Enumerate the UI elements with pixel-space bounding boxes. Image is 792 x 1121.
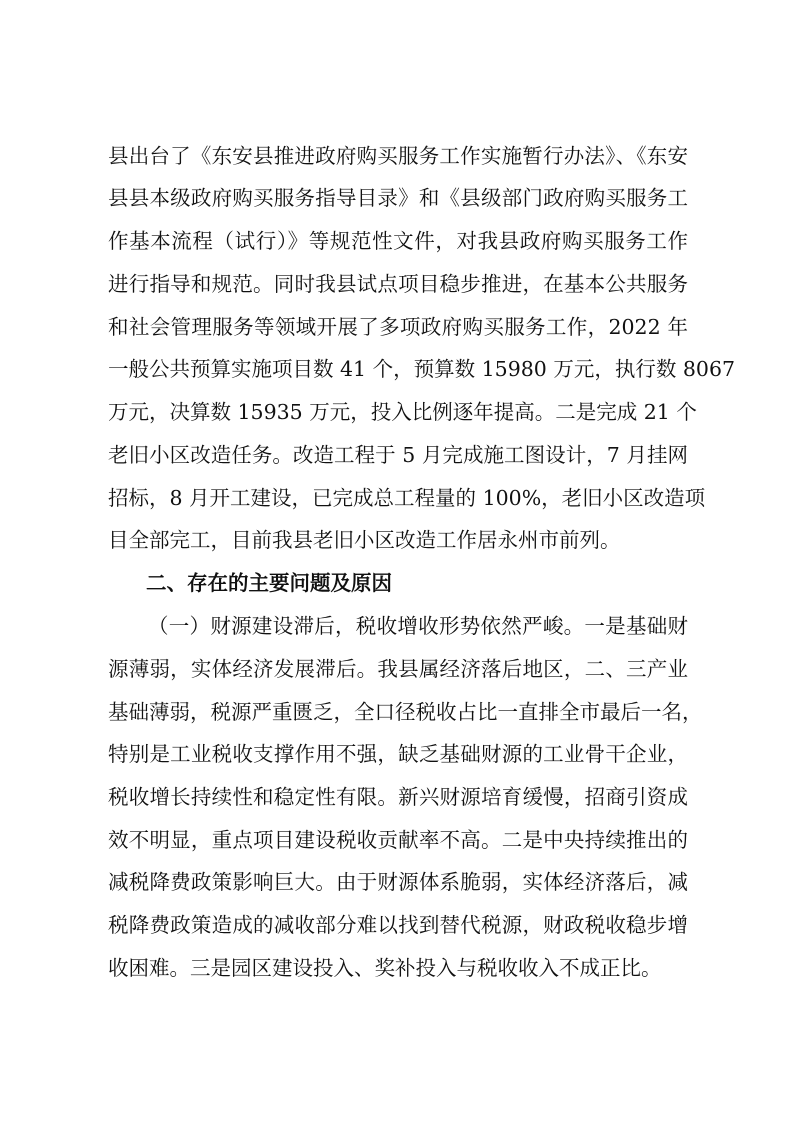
paragraph2-line-2: 源薄弱，实体经济发展滞后。我县属经济落后地区，二、三产业 bbox=[108, 657, 688, 681]
paragraph1-line-9: 招标，8 月开工建设，已完成总工程量的 100%，老旧小区改造项 bbox=[108, 486, 706, 510]
section-heading: 二、存在的主要问题及原因 bbox=[146, 571, 392, 595]
paragraph1-line-2: 县县本级政府购买服务指导目录》和《县级部门政府购买服务工 bbox=[108, 186, 688, 210]
paragraph2-line-9: 收困难。三是园区建设投入、奖补投入与税收收入不成正比。 bbox=[108, 956, 662, 980]
paragraph2-line-1: （一）财源建设滞后，税收增收形势依然严峻。一是基础财 bbox=[148, 614, 688, 638]
paragraph1-line-6: 一般公共预算实施项目数 41 个，预算数 15980 万元，执行数 8067 bbox=[108, 357, 736, 381]
paragraph1-line-7: 万元，决算数 15935 万元，投入比例逐年提高。二是完成 21 个 bbox=[108, 400, 697, 424]
paragraph1-line-10: 目全部完工，目前我县老旧小区改造工作居永州市前列。 bbox=[108, 528, 621, 552]
paragraph2-line-7: 减税降费政策影响巨大。由于财源体系脆弱，实体经济落后，减 bbox=[108, 870, 688, 894]
paragraph1-line-1: 县出台了《东安县推进政府购买服务工作实施暂行办法》、《东安 bbox=[108, 144, 688, 168]
paragraph1-line-3: 作基本流程（试行）》等规范性文件，对我县政府购买服务工作 bbox=[108, 229, 688, 253]
paragraph2-line-8: 税降费政策造成的减收部分难以找到替代税源，财政税收稳步增 bbox=[108, 913, 688, 937]
paragraph2-line-6: 效不明显，重点项目建设税收贡献率不高。二是中央持续推出的 bbox=[108, 828, 688, 852]
paragraph1-line-4: 进行指导和规范。同时我县试点项目稳步推进，在基本公共服务 bbox=[108, 272, 688, 296]
paragraph2-line-3: 基础薄弱，税源严重匮乏，全口径税收占比一直排全市最后一名， bbox=[108, 700, 703, 724]
paragraph2-line-5: 税收增长持续性和稳定性有限。新兴财源培育缓慢，招商引资成 bbox=[108, 785, 688, 809]
paragraph2-line-4: 特别是工业税收支撑作用不强，缺乏基础财源的工业骨干企业， bbox=[108, 742, 688, 766]
paragraph1-line-5: 和社会管理服务等领域开展了多项政府购买服务工作，2022 年 bbox=[108, 315, 688, 339]
paragraph1-line-8: 老旧小区改造任务。改造工程于 5 月完成施工图设计，7 月挂网 bbox=[108, 443, 688, 467]
